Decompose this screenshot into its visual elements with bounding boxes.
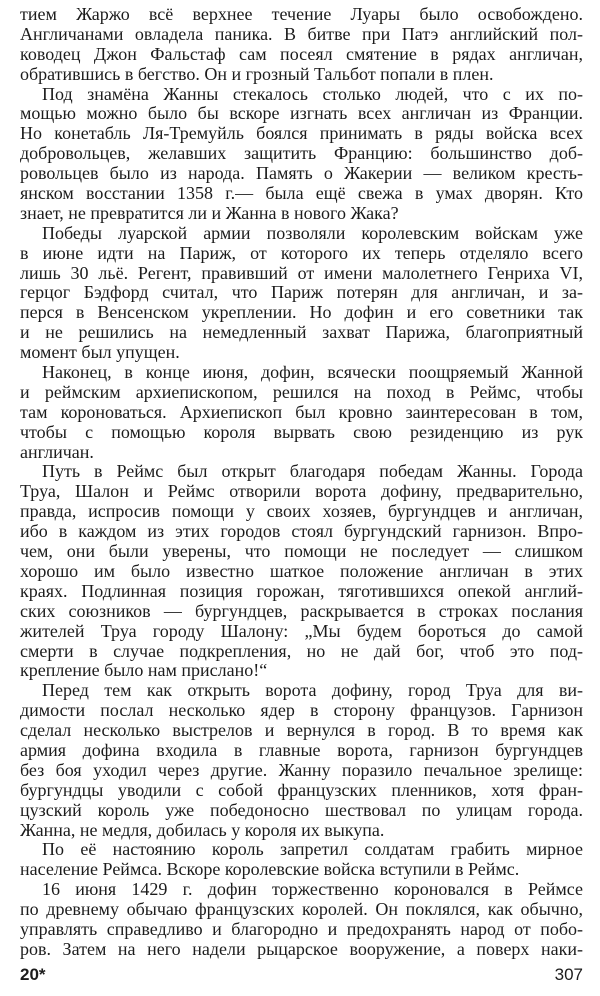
text-line: правда, испросив помощи у своих хозяев, бургундцев и англичан, [20,501,583,522]
text-line: там короноваться. Архиепископ был кровно заинтересован в том, [20,401,583,422]
text-line: По её настоянию король запретил солдатам грабить мирное [42,839,583,860]
text-line: чем, они были уверены, что помощи не последует — слишком [20,541,583,562]
text-line: обратившись в бегство. Он и грозный Тальбот попали в плен. [20,63,494,84]
text-line: янском восстании 1358 г.— была ещё свежа в умах дворян. Кто [20,183,583,204]
text-line: ров. Затем на него надели рыцарское вооружение, а поверх наки- [20,938,583,959]
text-line: лишь 30 льё. Регент, правивший от имени малолетнего Генриха VI, [20,262,583,283]
text-line: в июне идти на Париж, от которого их теперь отделяло всего [20,242,583,263]
page-number: 307 [554,965,583,984]
text-line: и не решились на немедленный захват Парижа, благоприятный [20,322,583,343]
text-line: по древнему обычаю французских королей. Он поклялся, как обычно, [20,899,583,920]
paragraph [20,85,583,224]
text-line: управлять справедливо и благородно и предохранять народ от побо- [20,918,583,939]
text-line: момент был упущен. [20,342,180,363]
text-line: димости послал несколько ядер в сторону французов. Гарнизон [20,700,583,721]
text-line: жителей Труа городу Шалону: „Мы будем бороться до самой [20,620,583,641]
text-line: Но конетабль Ля-Тремуйль боялся принимать в ряды войска всех [20,123,583,144]
text-line: англичан. [20,441,94,462]
text-line: ибо в каждом из этих городов стоял бургундский гарнизон. Впро- [20,521,583,542]
text-line: Жанна, не медля, добилась у короля их выкупа. [20,819,385,840]
text-line: Труа, Шалон и Реймс отворили ворота дофину, предварительно, [20,481,583,502]
paragraph [20,681,583,840]
text-line: ководец Джон Фальстаф сам посеял смятение в рядах англичан, [20,43,583,64]
text-line: бургундцы уводили с собой французских пленников, хотя фран- [20,779,583,800]
paragraph [20,462,583,681]
paragraph [20,880,583,960]
paragraph [20,224,583,363]
signature-mark: 20* [20,965,46,984]
text-line: смерти в случае подкрепления, но не дай бог, чтоб это под- [20,640,583,661]
text-line: Наконец, в конце июня, дофин, всячески поощряемый Жанной [42,362,583,383]
text-line: знает, не превратится ли и Жанна в нового Жака? [20,202,399,223]
text-line: ских союзников — бургундцев, раскрывается в строках послания [20,600,583,621]
text-line: Под знамёна Жанны стекалось столько людей, что с их по- [42,83,583,104]
text-line: Англичанами овладела паника. В битве при Патэ английский пол- [20,23,583,44]
text-line: и реймским архиепископом, решился на поход в Реймс, чтобы [20,381,583,402]
text-line: ровольцев было из народа. Память о Жакерии — великом кресть- [20,163,583,184]
text-line: армия дофина входила в главные ворота, гарнизон бургундцев [20,739,583,760]
paragraph [20,840,583,880]
text-line: тием Жаржо всё верхнее течение Луары было освобождено. [20,4,583,24]
paragraph [20,363,583,462]
text-line: добровольцев, желавших защитить Францию: большинство доб- [20,143,583,164]
text-line: цузский король уже победоносно шествовал по улицам города. [20,799,583,820]
text-line: 16 июня 1429 г. дофин торжественно короновался в Реймсе [42,879,583,900]
text-line: без боя уходил через другие. Жанну поразило печальное зрелище: [20,759,583,780]
text-line: Победы луарской армии позволяли королевским войскам уже [42,222,583,243]
paragraph [20,5,583,85]
page-body-text [20,5,583,960]
text-line: герцог Бэдфорд считал, что Париж потерян для англичан, и за- [20,282,583,303]
text-line: население Реймса. Вскоре королевские войска вступили в Реймс. [20,859,520,880]
text-line: мощью можно было бы вскоре изгнать всех англичан из Франции. [20,103,583,124]
text-line: перся в Венсенском укреплении. Но дофин и его советники так [20,302,583,323]
text-line: хорошо им было известно шаткое положение англичан в этих [20,560,583,581]
text-line: Путь в Реймс был открыт благодаря победам Жанны. Города [42,461,583,482]
text-line: Перед тем как открыть ворота дофину, город Труа для ви- [42,680,583,701]
text-line: сделал несколько выстрелов и вернулся в город. В то время как [20,720,583,741]
text-line: краях. Подлинная позиция горожан, тяготившихся опекой англий- [20,580,583,601]
text-line: крепление было нам прислано!“ [20,660,268,681]
text-line: чтобы с помощью короля вырвать свою резиденцию из рук [20,421,583,442]
